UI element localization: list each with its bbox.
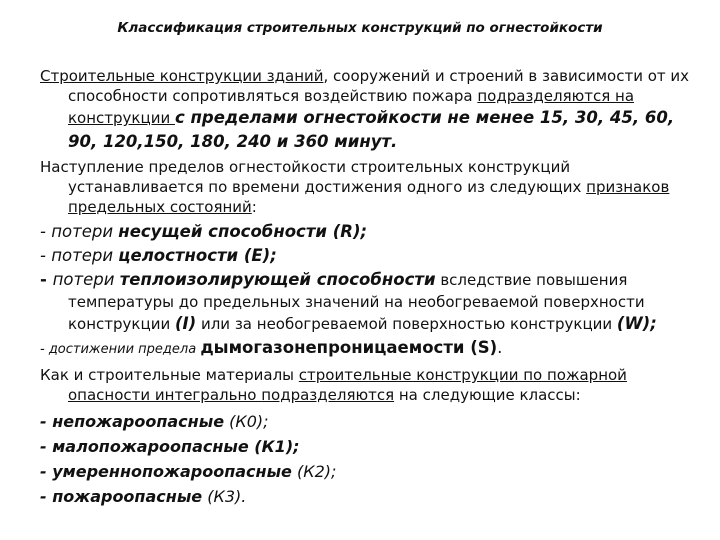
class-list [40,409,690,509]
loss-e-prefix: - потери [40,246,119,265]
slide-content [40,66,690,509]
class-item-k0 [40,409,690,434]
p1-text: , сооружений и строений в зависимости от их способности сопротивляться воздействию пожара [68,67,690,105]
loss-iw-text2: или за необогреваемой поверхностью конструкции [196,315,617,333]
class-item-k3 [40,484,690,509]
loss-r-prefix: - потери [40,222,119,241]
p3-underlined-term: строительные конструкции по пожарной опасности интегрально [68,366,627,404]
loss-s-term: дымогазонепроницаемости (S) [200,338,498,357]
p1-limits: с пределами огнестойкости не менее 15, 30, 45, 60, 90, 120,150, 180, 240 и 360 минут. [68,108,675,151]
slide-title: Классификация строительных конструкций по огнестойкости [117,20,603,36]
p3-text: Как и строительные материалы [40,366,299,384]
loss-s-end: . [497,338,503,357]
p2-underlined-term: признаков предельных состояний [68,178,670,216]
loss-item-s [40,336,690,362]
class-k3-name: пожароопасные [52,487,203,506]
class-k0-name: непожароопасные [52,412,225,431]
class-k2-code: (К2); [291,462,337,481]
class-k1-code: (К1); [248,437,300,456]
loss-iw-dash: - [40,270,53,289]
p2-text: Наступление пределов огнестойкости строительных конструкций устанавливается по времени достижения одного из следующих [40,158,587,196]
class-k0-dash: - [40,412,53,431]
paragraph-fire-hazard-classes [40,365,690,405]
loss-e-term: целостности (E); [118,246,277,265]
paragraph-limit-states [40,157,690,217]
p3-end: на следующие классы: [394,386,581,404]
loss-item-e [40,244,690,268]
loss-item-r [40,220,690,244]
loss-iw-term: теплоизолирующей способности [119,270,436,289]
loss-item-i-w [40,268,690,336]
class-k1-name: малопожароопасные [52,437,249,456]
p1-underlined-term: Строительные конструкции зданий [40,67,324,85]
loss-w-code: (W); [616,314,657,333]
loss-i-code: (I) [174,314,197,333]
p1-underlined-subdivide: подразделяются на конструкции [68,87,635,127]
class-k2-name: умереннопожароопасные [52,462,292,481]
loss-s-prefix: - достижении предела [40,342,201,357]
loss-iw-prefix: потери [52,270,120,289]
class-k2-dash: - [40,462,53,481]
loss-iw-text1: вследствие повышения температуры до предельных значений на необогреваемой поверхности конструкции [68,271,645,333]
class-k3-code: (К3). [202,487,247,506]
class-item-k2 [40,459,690,484]
class-item-k1 [40,434,690,459]
p2-colon: : [251,198,257,216]
loss-r-term: несущей способности (R); [118,222,368,241]
class-k3-dash: - [40,487,53,506]
paragraph-fire-resistance-limits [40,66,690,154]
class-k0-code: (К0); [224,412,269,431]
p3-underlined-bold: подразделяются [261,386,395,404]
class-k1-dash: - [40,437,53,456]
